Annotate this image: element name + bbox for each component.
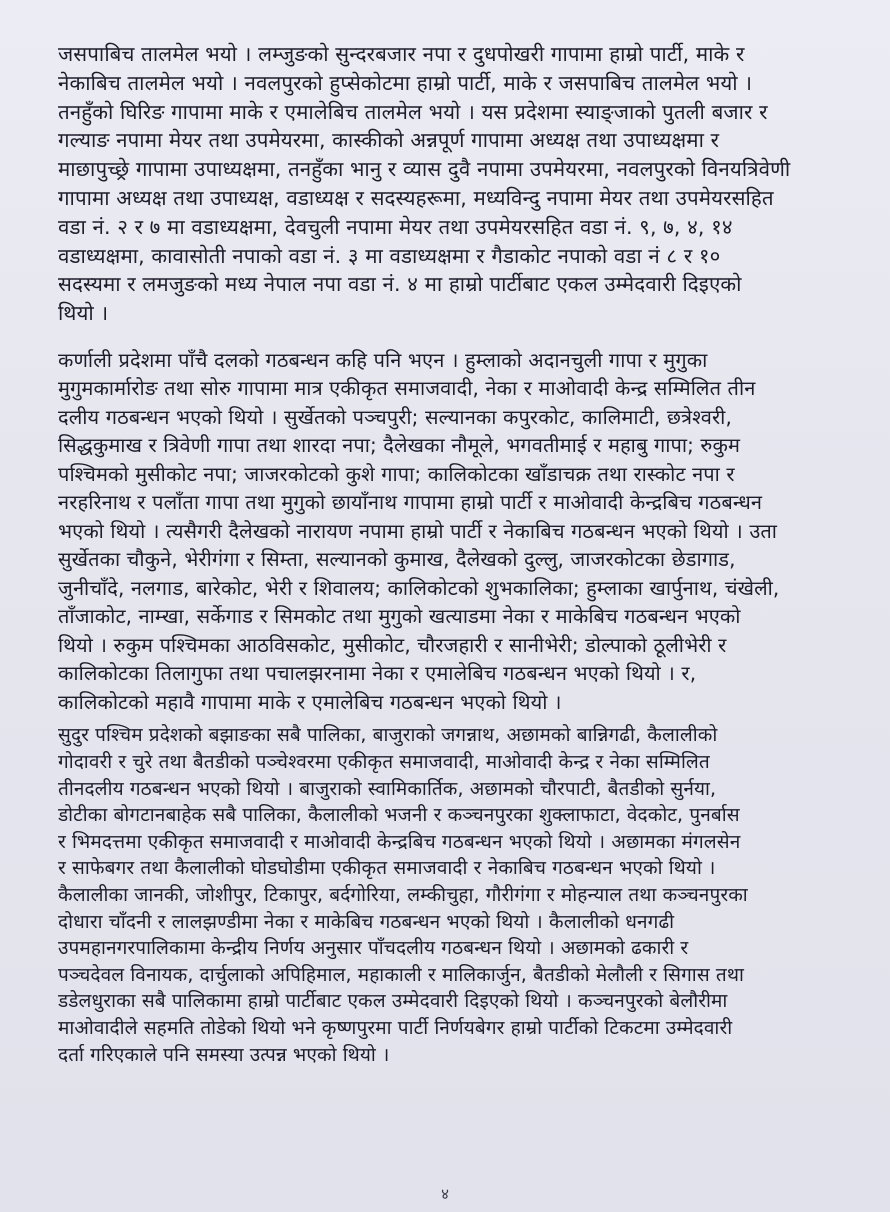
text-line: नेकाबिच तालमेल भयो । नवलपुरको हुप्सेकोटमा हाम्रो पार्टी, माके र जसपाबिच तालमेल भयो । (58, 70, 753, 95)
text-line: सिद्धकुमाख र त्रिवेणी गापा तथा शारदा नपा; दैलेखका नौमूले, भगवतीमाई र महाबु गापा; रुकुम (58, 433, 740, 458)
text-line: थियो । (58, 301, 109, 326)
text-line: दोधारा चाँदनी र लालझण्डीमा नेका र माकेबिच गठबन्धन भएको थियो । कैलालीको धनगढी (58, 910, 675, 933)
text-line: वडाध्यक्षमा, कावासोती नपाको वडा नं. ३ मा वडाध्यक्षमा र गैडाकोट नपाको वडा नं ८ र १० (58, 243, 721, 268)
text-line: नरहरिनाथ र पलाँता गापा तथा मुगुको छायाँनाथ गापामा हाम्रो पार्टी र माओवादी केन्द्रबिच गठबन्धन (58, 490, 763, 515)
text-line: कालिकोटका तिलागुफा तथा पचालझरनामा नेका र एमालेबिच गठबन्धन भएको थियो । र, (58, 661, 697, 686)
text-line: माछापुच्छ्रे गापामा उपाध्यक्षमा, तनहुँका भानु र व्यास दुवै नपामा उपमेयरमा, नवलपुरको विनयत्रिवेणी (58, 157, 791, 182)
text-line: गल्याङ नपामा मेयर तथा उपमेयरमा, कास्कीको अन्नपूर्ण गापामा अध्यक्ष तथा उपाध्यक्षमा र (58, 128, 720, 153)
text-line: डडेलधुराका सबै पालिकामा हाम्रो पार्टीबाट एकल उम्मेदवारी दिइएको थियो । कञ्चनपुरको बेलौरीमा (58, 990, 728, 1013)
text-line: माओवादीले सहमति तोडेको थियो भने कृष्णपुरमा पार्टी निर्णयबेगर हाम्रो पार्टीको टिकटमा उम्मेदवारी (58, 1017, 733, 1039)
text-line: दर्ता गरिएकाले पनि समस्या उत्पन्न भएको थियो । (58, 1043, 390, 1066)
text-line: पञ्चदेवल विनायक, दार्चुलाको अपिहिमाल, महाकाली र मालिकार्जुन, बैतडीको मेलौली र सिगास तथा (58, 963, 744, 986)
text-line: गोदावरी र चुरे तथा बैतडीको पञ्चेश्वरमा एकीकृत समाजवादी, माओवादी केन्द्र र नेका सम्मिलित (58, 751, 710, 774)
paragraph (58, 40, 842, 328)
text-line: दलीय गठबन्धन भएको थियो । सुर्खेतको पञ्चपुरी; सल्यानका कपुरकोट, कालिमाटी, छत्रेश्वरी, (58, 404, 732, 429)
text-line: जसपाबिच तालमेल भयो । लम्जुङको सुन्दरबजार नपा र दुधपोखरी गापामा हाम्रो पार्टी, माके र (58, 42, 745, 66)
text-line: थियो । रुकुम पश्चिमका आठविसकोट, मुसीकोट, चौरजहारी र सानीभेरी; डोल्पाको ठूलीभेरी र (58, 632, 727, 657)
text-line: कैलालीका जानकी, जोशीपुर, टिकापुर, बर्दगोरिया, लम्कीचुहा, गौरीगंगा र मोहन्याल तथा कञ्चनपुरका (58, 884, 748, 907)
text-line: सदस्यमा र लमजुङको मध्य नेपाल नपा वडा नं. ४ मा हाम्रो पार्टीबाट एकल उम्मेदवारी दिइएको (58, 272, 742, 297)
text-line: मुगुमकार्मारोङ तथा सोरु गापामा मात्र एकीकृत समाजवादी, नेका र माओवादी केन्द्र सम्मिलित तीन (58, 376, 756, 401)
text-line: भएको थियो । त्यसैगरी दैलेखको नारायण नपामा हाम्रो पार्टी र नेकाबिच गठबन्धन भएको थियो । उता (58, 518, 778, 543)
text-line: सुर्खेतका चौकुने, भेरीगंगा र सिम्ता, सल्यानको कुमाख, दैलेखको दुल्लु, जाजरकोटका छेडागाड, (58, 547, 736, 572)
text-line: तनहुँको घिरिङ गापामा माके र एमालेबिच तालमेल भयो । यस प्रदेशमा स्याङ्जाको पुतली बजार र (58, 99, 768, 124)
page-number: ४ (441, 1185, 449, 1203)
text-line: जुनीचाँदे, नलगाड, बारेकोट, भेरी र शिवालय; कालिकोटको शुभकालिका; हुम्लाका खार्पुनाथ, चंखेली, (58, 575, 780, 600)
text-line: र साफेबगर तथा कैलालीको घोडघोडीमा एकीकृत समाजवादी र नेकाबिच गठबन्धन भएको थियो । (58, 857, 716, 880)
text-line: वडा नं. २ र ७ मा वडाध्यक्षमा, देवचुली नपामा मेयर तथा उपमेयरसहित वडा नं. ९, ७, ४, १४ (58, 214, 733, 239)
text-line: डोटीका बोगटानबाहेक सबै पालिका, कैलालीको भजनी र कञ्चनपुरका शुक्लाफाटा, वेदकोट, पुनर्बास (58, 804, 740, 827)
text-line: पश्चिमको मुसीकोट नपा; जाजरकोटको कुशे गापा; कालिकोटका खाँडाचक्र तथा रास्कोट नपा र (58, 461, 735, 486)
text-line: उपमहानगरपालिकामा केन्द्रीय निर्णय अनुसार पाँचदलीय गठबन्धन थियो । अछामको ढकारी र (58, 937, 689, 960)
paragraph (58, 722, 842, 1068)
text-line: सुदुर पश्चिम प्रदेशको बझाङका सबै पालिका, बाजुराको जगन्नाथ, अछामको बान्निगढी, कैलालीको (58, 724, 718, 747)
document-body (58, 40, 842, 1068)
paragraph (58, 346, 842, 717)
text-line: ताँजाकोट, नाम्खा, सर्केगाड र सिमकोट तथा मुगुको खत्याडमा नेका र माकेबिच गठबन्धन भएको (58, 604, 741, 629)
text-line: कर्णाली प्रदेशमा पाँचै दलको गठबन्धन कहि पनि भएन । हुम्लाको अदानचुली गापा र मुगुका (58, 347, 708, 372)
text-line: र भिमदत्तमा एकीकृत समाजवादी र माओवादी केन्द्रबिच गठबन्धन भएको थियो । अछामका मंगलसेन (58, 830, 741, 853)
text-line: गापामा अध्यक्ष तथा उपाध्यक्ष, वडाध्यक्ष र सदस्यहरूमा, मध्यविन्दु नपामा मेयर तथा उपमेयरसहित (58, 185, 774, 210)
text-line: कालिकोटको महावै गापामा माके र एमालेबिच गठबन्धन भएको थियो । (58, 689, 562, 714)
text-line: तीनदलीय गठबन्धन भएको थियो । बाजुराको स्वामिकार्तिक, अछामको चौरपाटी, बैतडीको सुर्नया, (58, 777, 717, 800)
